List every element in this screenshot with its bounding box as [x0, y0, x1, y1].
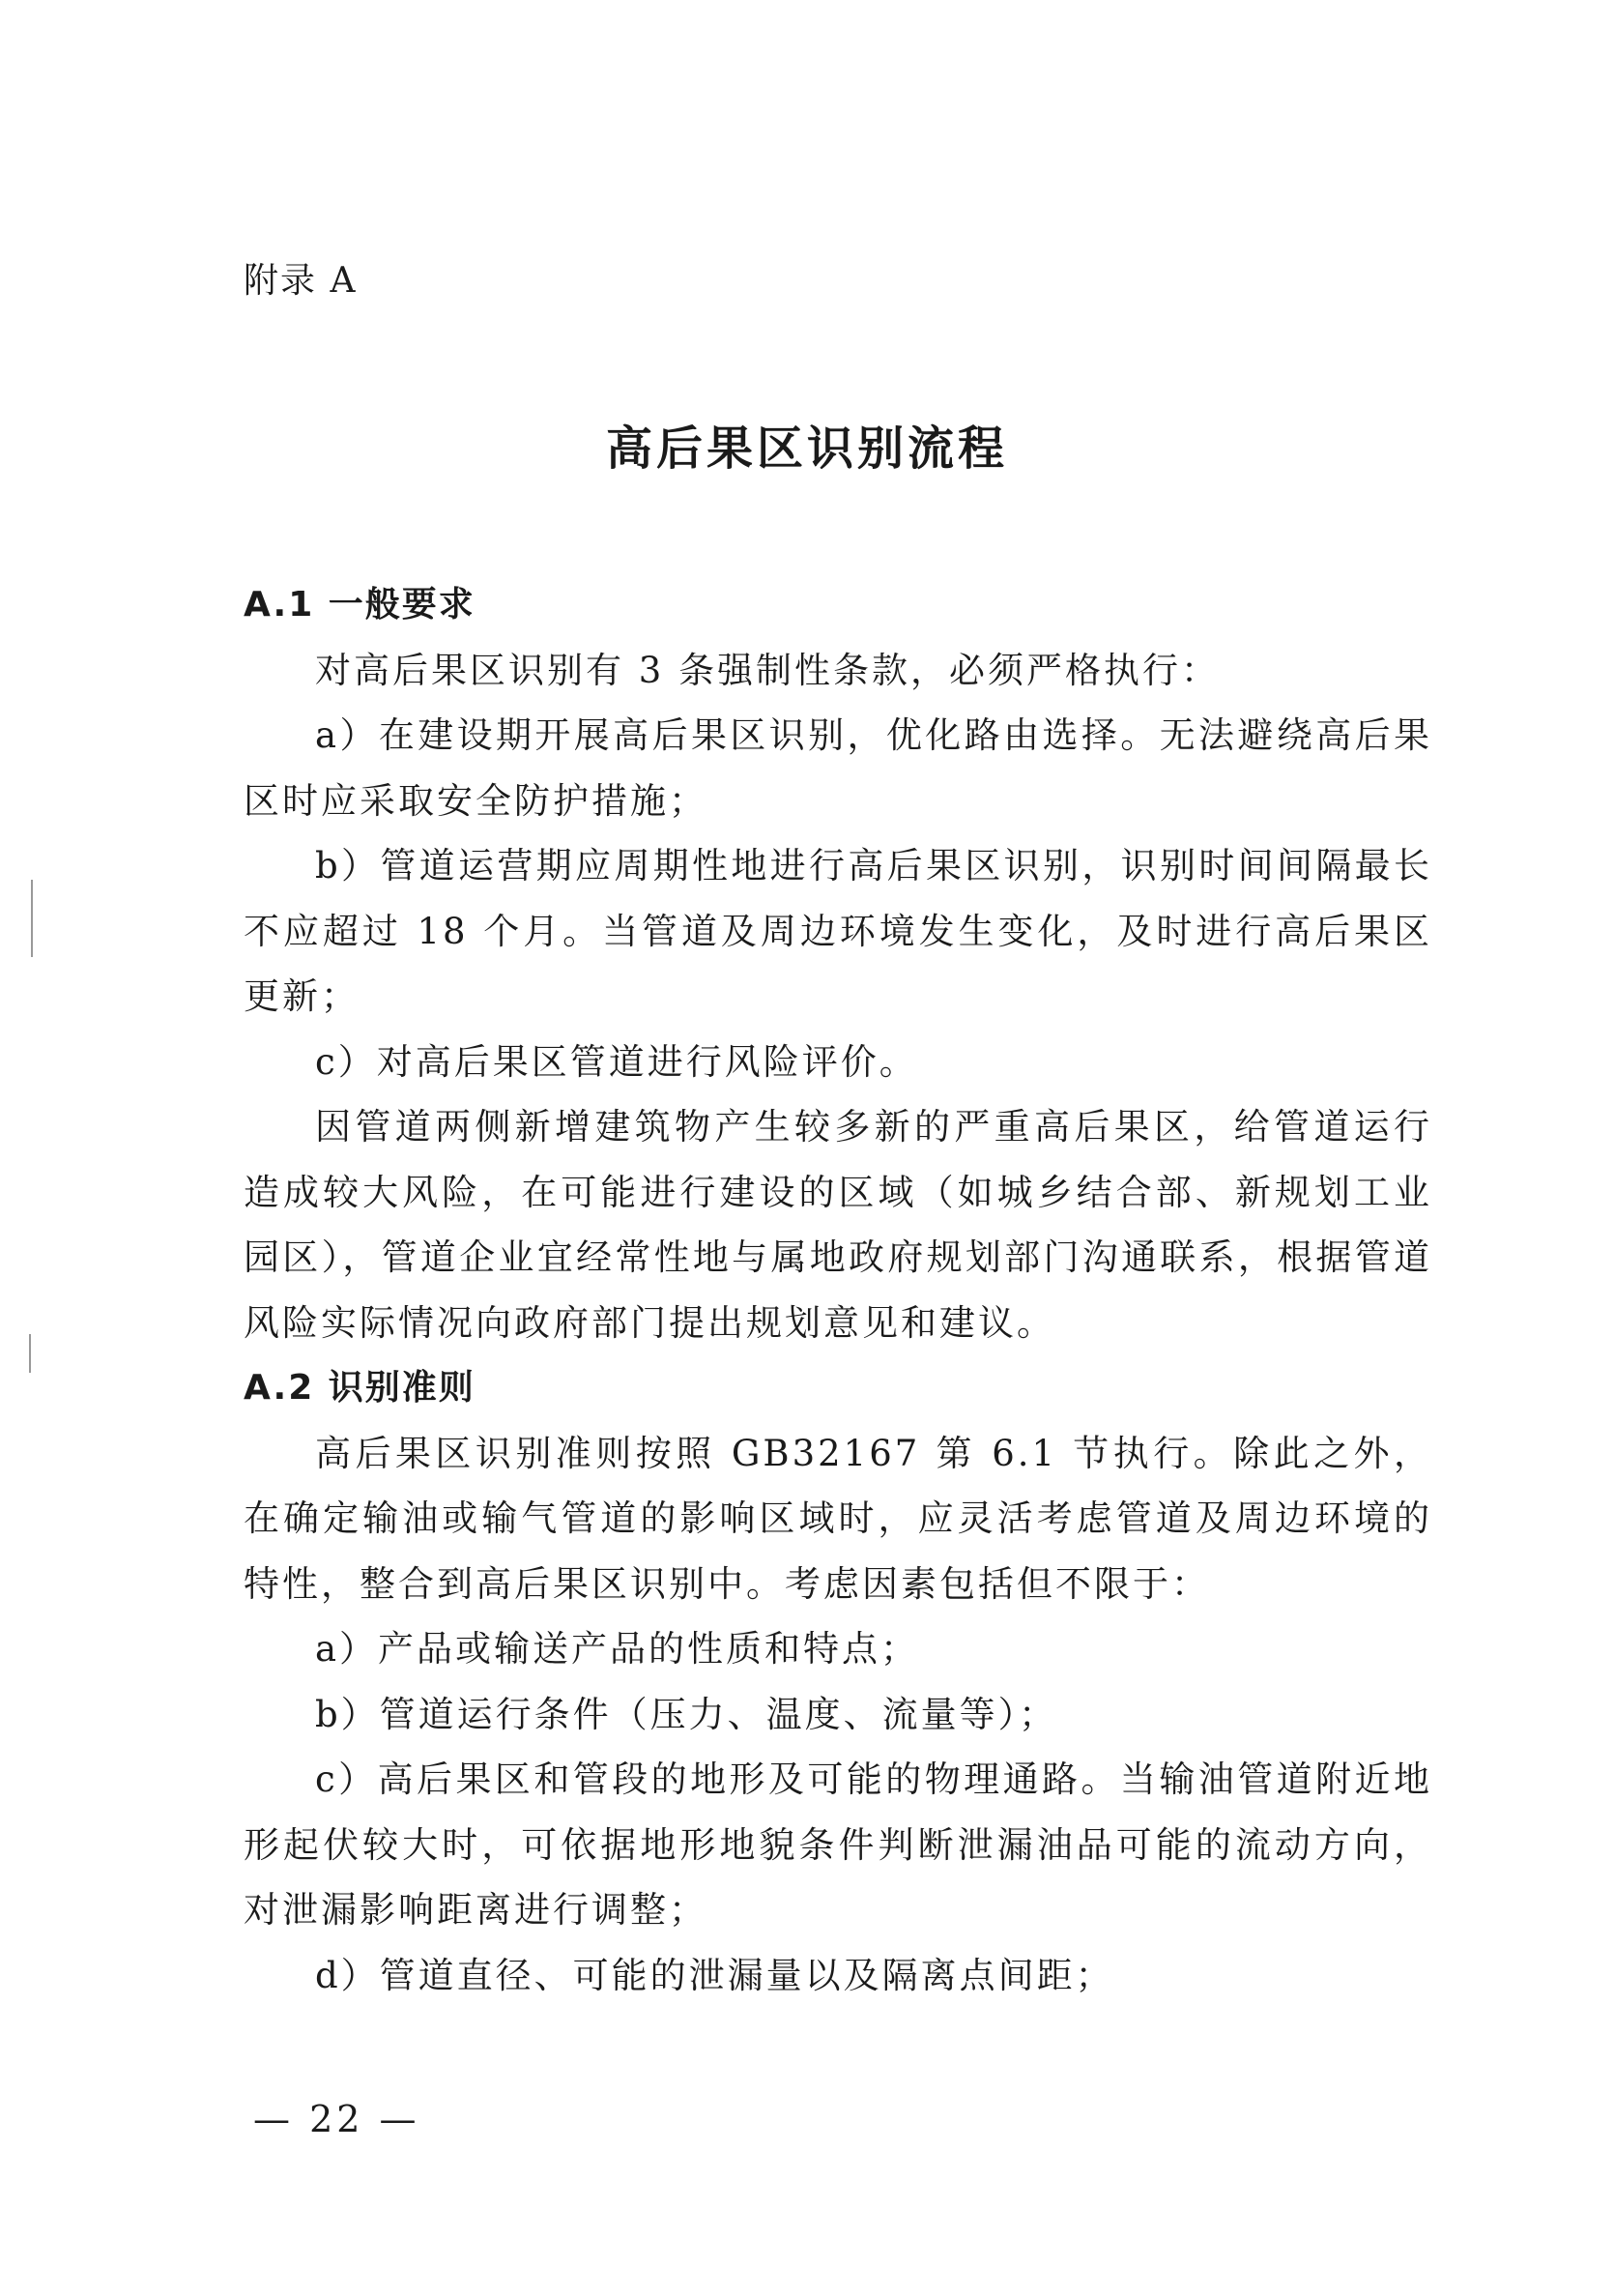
section-heading-a1: A.1 一般要求 — [244, 585, 476, 625]
scan-mark — [31, 880, 33, 957]
list-item-c: c）对高后果区管道进行风险评价。 — [315, 1040, 918, 1083]
paragraph: 对高后果区识别有 3 条强制性条款，必须严格执行： — [315, 649, 1221, 691]
list-item-b: b）管道运行条件（压力、温度、流量等）； — [315, 1693, 1058, 1735]
scan-mark — [29, 1334, 31, 1373]
page-number: — 22 — — [253, 2098, 420, 2140]
page-title: 高后果区识别流程 — [605, 421, 1008, 476]
list-item-b: b）管道运营期应周期性地进行高后果区识别，识别时间间隔最长不应超过 18 个月。当管道及周边环境发生变化，及时进行高后果区更新； — [244, 845, 1432, 1017]
list-item-d: d）管道直径、可能的泄漏量以及隔离点间距； — [315, 1954, 1114, 1996]
list-item-a: a）在建设期开展高后果区识别，优化路由选择。无法避绕高后果区时应采取安全防护措施； — [244, 714, 1432, 822]
paragraph: 高后果区识别准则按照 GB32167 第 6.1 节执行。除此之外，在确定输油或输气管道的影响区域时，应灵活考虑管道及周边环境的特性，整合到高后果区识别中。考虑因素包括但不限于： — [244, 1432, 1432, 1605]
appendix-label: 附录 A — [244, 261, 358, 301]
list-item-c: c）高后果区和管段的地形及可能的物理通路。当输油管道附近地形起伏较大时，可依据地形地貌条件判断泄漏油品可能的流动方向，对泄漏影响距离进行调整； — [244, 1758, 1432, 1931]
paragraph: 因管道两侧新增建筑物产生较多新的严重高后果区，给管道运行造成较大风险，在可能进行建设的区域（如城乡结合部、新规划工业园区），管道企业宜经常性地与属地政府规划部门沟通联系，根据管道风险实际情况向政府部门提出规划意见和建议。 — [244, 1106, 1432, 1344]
list-item-a: a）产品或输送产品的性质和特点； — [315, 1628, 920, 1670]
section-heading-a2: A.2 识别准则 — [244, 1368, 476, 1408]
document-body — [244, 572, 1432, 2008]
